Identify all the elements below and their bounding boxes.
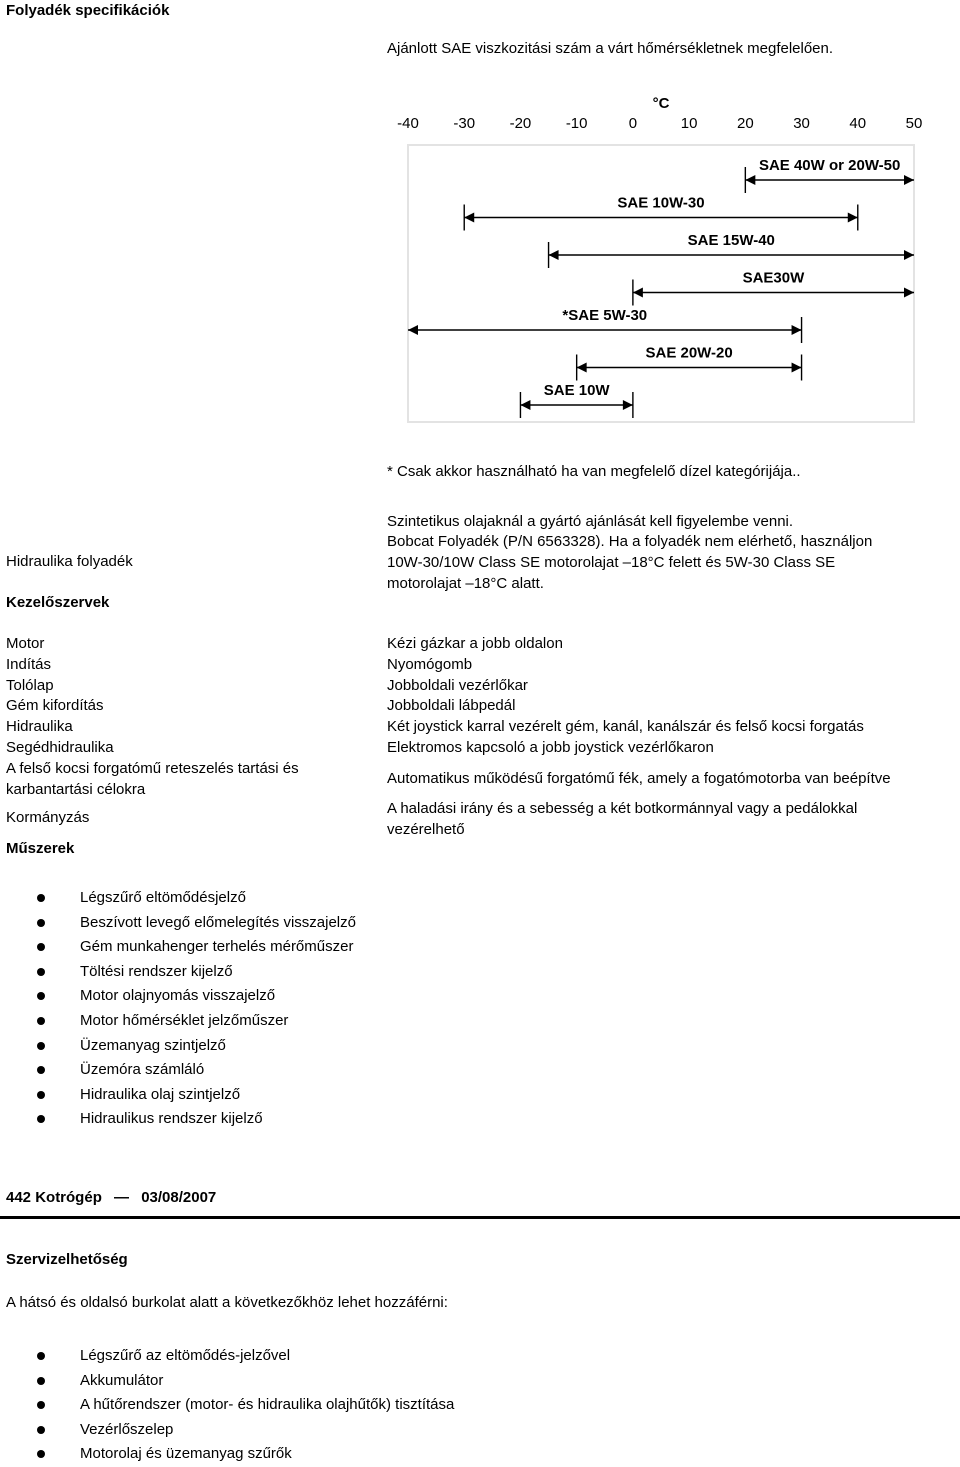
tick-label: 20 [736, 115, 754, 132]
service-heading: Szervizelhetőség [6, 1251, 128, 1268]
list-item-label: Üzemóra számláló [80, 1061, 205, 1079]
footnote: * Csak akkor használható ha van megfelelő dízel kategórijája.. [387, 463, 801, 480]
range-right-arrow [904, 250, 914, 260]
control-label: A felső kocsi forgatómű reteszelés tartási és [6, 759, 299, 777]
range-right-arrow [792, 325, 802, 335]
control-value: Jobboldali vezérlőkar [387, 676, 528, 694]
tick-label: 50 [905, 115, 923, 132]
bullet-icon [37, 1066, 45, 1074]
hydraulic-label: Hidraulika folyadék [6, 553, 133, 570]
oil-ranges [408, 157, 914, 418]
page-title: Folyadék specifikációk [6, 2, 170, 19]
list-item-label: Üzemanyag szintjelző [80, 1036, 226, 1054]
controls-labels [6, 634, 299, 800]
list-item-label: Beszívott levegő előmelegítés visszajelző [80, 913, 356, 931]
range-left-arrow [549, 250, 559, 260]
footer-label [6, 1189, 216, 1206]
control-label: Tolólap [6, 676, 54, 694]
viscosity-chart [380, 85, 940, 430]
range-right-arrow [848, 213, 858, 223]
range-right-arrow [623, 400, 633, 410]
bullet-icon [37, 992, 45, 1000]
tick-label: 30 [793, 115, 810, 132]
range-left-arrow [633, 288, 643, 298]
tick-label: -30 [453, 115, 476, 132]
list-item-label: Töltési rendszer kijelző [80, 962, 233, 980]
list-item [0, 1344, 600, 1369]
bullet-icon [37, 1377, 45, 1385]
list-item-label: Motor olajnyomás visszajelző [80, 987, 276, 1005]
rotation-value: Automatikus működésű forgatómű fék, amely a fogatómotorba van beépítve [387, 770, 891, 787]
instruments-list [0, 886, 600, 1132]
footer-dash: — [114, 1189, 130, 1206]
list-item [0, 935, 600, 960]
list-item [0, 1083, 600, 1108]
control-label: Gém kifordítás [6, 697, 104, 715]
bullet-icon [37, 1115, 45, 1123]
list-item-label: Vezérlőszelep [80, 1420, 174, 1438]
list-item [0, 1034, 600, 1059]
bullet-icon [37, 1401, 45, 1409]
bullet-icon [37, 1017, 45, 1025]
control-value: Elektromos kapcsoló a jobb joystick vezérlőkaron [387, 738, 714, 756]
list-item [0, 1107, 600, 1132]
bullet-icon [37, 1426, 45, 1434]
list-item [0, 1009, 600, 1034]
range-left-arrow [520, 400, 530, 410]
control-value: Kézi gázkar a jobb oldalon [387, 635, 563, 652]
viscosity-intro: Ajánlott SAE viszkozitási szám a várt hőmérsékletnek megfelelően. [387, 40, 834, 57]
service-intro: A hátsó és oldalsó burkolat alatt a következőkhöz lehet hozzáférni: [6, 1294, 448, 1311]
list-item [0, 1418, 600, 1443]
controls-heading: Kezelőszervek [6, 594, 110, 611]
control-value: Nyomógomb [387, 655, 473, 673]
range-left-arrow [745, 175, 755, 185]
tick-label: 0 [628, 115, 638, 132]
list-item-label: Motorolaj és üzemanyag szűrők [80, 1445, 292, 1463]
tick-label: 10 [680, 115, 698, 132]
list-item [0, 1369, 600, 1394]
steering-value [387, 799, 857, 841]
control-label: Hidraulika [6, 718, 73, 736]
range-label: SAE 15W-40 [687, 232, 775, 249]
control-label: Indítás [6, 655, 52, 673]
range-left-arrow [408, 325, 418, 335]
instruments-heading: Műszerek [6, 840, 75, 857]
range-label: SAE 40W or 20W-50 [758, 157, 901, 174]
tick-label: -10 [565, 115, 588, 132]
control-value: Jobboldali lábpedál [387, 697, 516, 715]
list-item-label: Hidraulika olaj szintjelző [80, 1085, 241, 1103]
list-item-label: Gém munkahenger terhelés mérőműszer [80, 938, 354, 956]
hydraulic-line: Bobcat Folyadék (P/N 6563328). Ha a folyadék nem elérhető, használjon [387, 533, 873, 550]
bullet-icon [37, 894, 45, 902]
temperature-ticks [397, 115, 922, 132]
control-label: Motor [6, 635, 45, 652]
list-item-label: Hidraulikus rendszer kijelző [80, 1110, 263, 1128]
range-label: SAE 20W-20 [645, 344, 733, 362]
bullet-icon [37, 1450, 45, 1458]
range-right-arrow [904, 175, 914, 185]
tick-label: -40 [397, 115, 419, 132]
hydraulic-text [387, 532, 872, 594]
steering-label: Kormányzás [6, 809, 90, 826]
range-label: SAE 10W-30 [617, 194, 705, 212]
footer-date: 03/08/2007 [141, 1189, 217, 1206]
service-list [0, 1344, 600, 1467]
hydraulic-line: 10W-30/10W Class SE motorolajat –18°C felett és 5W-30 Class SE [387, 553, 836, 571]
range-label: SAE 10W [543, 382, 610, 399]
bullet-icon [37, 1091, 45, 1099]
range-left-arrow [577, 363, 587, 373]
range-label: SAE30W [742, 269, 805, 287]
list-item [0, 984, 600, 1009]
control-label: Segédhidraulika [6, 738, 114, 756]
list-item-label: A hűtőrendszer (motor- és hidraulika olajhűtők) tisztítása [80, 1396, 455, 1414]
tick-label: -20 [509, 115, 532, 132]
control-label: karbantartási célokra [6, 780, 146, 798]
range-label: *SAE 5W-30 [562, 307, 648, 324]
bullet-icon [37, 943, 45, 951]
chart-frame [408, 145, 914, 422]
tick-label: 40 [849, 115, 867, 132]
controls-values [387, 634, 864, 759]
list-item-label: Légszűrő eltömődésjelző [80, 889, 246, 906]
bullet-icon [37, 1042, 45, 1050]
range-right-arrow [792, 363, 802, 373]
footer-divider [0, 1216, 960, 1219]
range-right-arrow [904, 288, 914, 298]
steering-line: vezérelhető [387, 820, 465, 838]
synthetic-note: Szintetikus olajaknál a gyártó ajánlását kell figyelembe venni. [387, 513, 794, 530]
bullet-icon [37, 919, 45, 927]
list-item [0, 960, 600, 985]
bullet-icon [37, 1352, 45, 1360]
list-item [0, 1442, 600, 1467]
chart-unit-label: °C [652, 95, 670, 112]
control-value: Két joystick karral vezérelt gém, kanál, kanálszár és felső kocsi forgatás [387, 718, 864, 736]
hydraulic-line: motorolajat –18°C alatt. [387, 574, 544, 592]
list-item-label: Motor hőmérséklet jelzőműszer [80, 1011, 289, 1029]
range-left-arrow [464, 213, 474, 223]
steering-line: A haladási irány és a sebesség a két botkormánnyal vagy a pedálokkal [387, 800, 858, 817]
list-item-label: Akkumulátor [80, 1371, 164, 1389]
list-item [0, 1393, 600, 1418]
bullet-icon [37, 968, 45, 976]
footer-model: 442 Kotrógép [6, 1189, 102, 1206]
list-item-label: Légszűrő az eltömődés-jelzővel [80, 1347, 291, 1364]
list-item [0, 886, 600, 911]
list-item [0, 911, 600, 936]
list-item [0, 1058, 600, 1083]
